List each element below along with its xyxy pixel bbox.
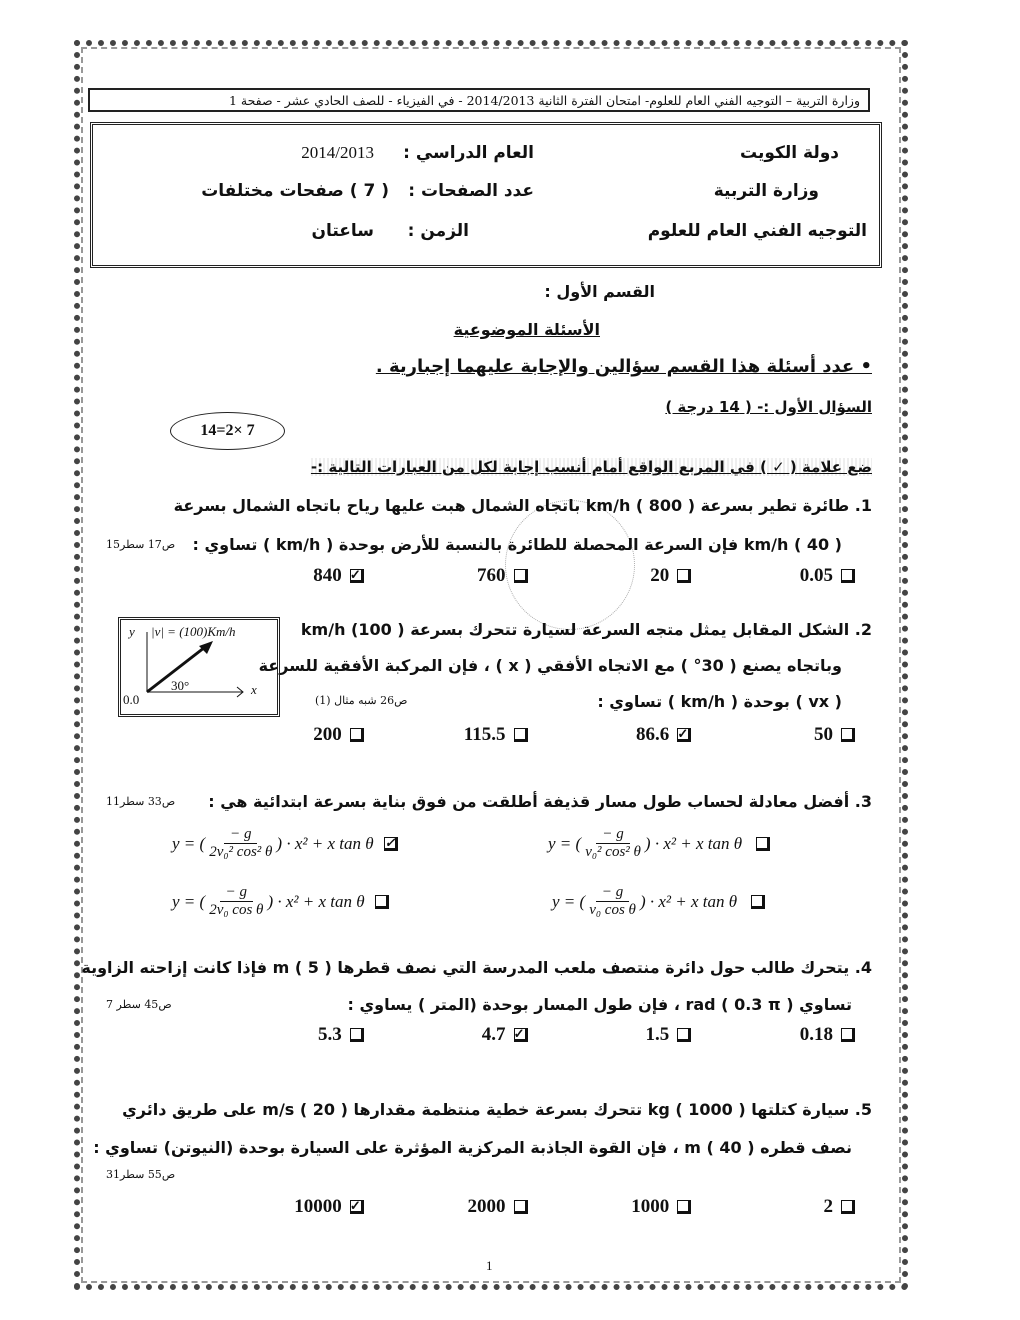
option[interactable]: 200	[200, 724, 364, 746]
q1-reference: ص17 سطر15	[106, 538, 176, 551]
option[interactable]: 0.05	[691, 565, 855, 587]
x-axis-label: x	[251, 682, 257, 697]
q4-line-2: تساوي rad ( 0.3 π ) ، فإن طول المسار بوحدة (المتر ) يساوي :	[347, 995, 852, 1014]
formula-option[interactable]: y = ( $\frac{- g}{\text{2v₀² cos² θ}}$ ) · x² + x tan θ ✓	[172, 826, 398, 861]
option[interactable]: ✓ 840	[200, 565, 364, 587]
option[interactable]: 5.3	[200, 1024, 364, 1046]
checkbox[interactable]	[375, 895, 389, 909]
formula-option[interactable]: y = ( $\frac{- g}{\text{v₀ cos θ}}$ ) · x² + x tan θ	[552, 884, 765, 919]
section-note: • عدد أسئلة هذا القسم سؤالين والإجابة عليهما إجبارية .	[375, 356, 872, 377]
q2-line-2: وباتجاه يصنع ( 30° ) مع الاتجاه الأفقي ( x ) ، فإن المركبة الأفقية للسرعة	[258, 656, 842, 675]
country: دولة الكويت	[739, 143, 839, 163]
checkbox[interactable]	[350, 728, 364, 742]
question-1-title: السؤال الأول :- ( 14 درجة )	[665, 398, 872, 416]
section-subtitle: الأسئلة الموضوعية	[453, 320, 600, 339]
header-strip: وزارة التربية – التوجيه الفني العام للعلوم- امتحان الفترة الثانية 2014/2013 - في الفيزياء - للصف الحادي عشر - صفحة 1	[88, 88, 870, 112]
checkbox-checked[interactable]: ✓	[384, 837, 398, 851]
velocity-vector-diagram	[118, 617, 280, 717]
marks-bubble: 14=2× 7	[170, 412, 285, 450]
pages-label: عدد الصفحات :	[408, 181, 534, 201]
q4-line-1: 4. يتحرك طالب حول دائرة منتصف ملعب المدرسة التي نصف قطرها m ( 5 ) فإذا كانت إزاحته الزاوية	[81, 958, 872, 977]
checkbox-checked[interactable]: ✓	[350, 1200, 364, 1214]
checkbox[interactable]	[677, 1028, 691, 1042]
option[interactable]: ✓ 86.6	[528, 724, 692, 746]
pages-value: ( 7 ) صفحات مختلفات	[201, 181, 389, 201]
checkbox-checked[interactable]: ✓	[350, 569, 364, 583]
q5-reference: ص55 سطر31	[106, 1168, 176, 1181]
checkbox-checked[interactable]: ✓	[677, 728, 691, 742]
q4-options	[200, 1024, 855, 1046]
checkbox[interactable]	[514, 728, 528, 742]
option[interactable]: 0.18	[691, 1024, 855, 1046]
option[interactable]: 1.5	[528, 1024, 692, 1046]
vector-magnitude-label: |v| = (100)Km/h	[151, 624, 236, 639]
section-title: القسم الأول :	[544, 282, 655, 301]
option[interactable]: 115.5	[364, 724, 528, 746]
exam-info-box	[90, 122, 882, 268]
q5-options	[200, 1196, 855, 1218]
option[interactable]: ✓ 4.7	[364, 1024, 528, 1046]
checkbox[interactable]	[841, 569, 855, 583]
q5-line-2: نصف قطره m ( 40 ) ، فإن القوة الجاذبة المركزية المؤثرة على السيارة بوحدة (النيوتن) تساوي :	[93, 1138, 852, 1157]
year-value: 2014/2013	[301, 143, 374, 162]
q2-options	[200, 724, 855, 746]
q4-reference: ص45 سطر 7	[106, 998, 172, 1011]
checkbox[interactable]	[751, 895, 765, 909]
origin-label: 0.0	[123, 692, 140, 707]
option[interactable]: 20	[528, 565, 692, 587]
ministry: وزارة التربية	[713, 181, 819, 201]
q1-line-1: 1. طائرة تطير بسرعة km/h ( 800 ) باتجاه الشمال هبت عليها رياح باتجاه الشمال بسرعة	[173, 496, 872, 515]
checkbox[interactable]	[756, 837, 770, 851]
q2-line-3: ( vx ) بوحدة ( km/h ) تساوي :	[597, 692, 842, 711]
checkbox[interactable]	[514, 569, 528, 583]
q3-reference: ص33 سطر11	[106, 795, 176, 808]
option[interactable]: ✓ 10000	[200, 1196, 364, 1218]
option[interactable]: 2	[691, 1196, 855, 1218]
checkbox[interactable]	[841, 1200, 855, 1214]
checkbox[interactable]	[514, 1200, 528, 1214]
department: التوجيه الفني العام للعلوم	[647, 221, 867, 241]
q1-line-2: km/h ( 40 ) فإن السرعة المحصلة للطائرة بالنسبة للأرض بوحدة ( km/h ) تساوي :	[192, 535, 842, 554]
q1-options	[200, 565, 855, 587]
formula-option[interactable]: y = ( $\frac{- g}{\text{2v₀ cos θ}}$ ) · x² + x tan θ	[172, 884, 389, 919]
checkbox[interactable]	[677, 1200, 691, 1214]
angle-label: 30°	[171, 678, 190, 693]
q5-line-1: 5. سيارة كتلتها kg ( 1000 ) تتحرك بسرعة خطية منتظمة مقدارها m/s ( 20 ) على طريق دائري	[122, 1100, 872, 1119]
option[interactable]: 2000	[364, 1196, 528, 1218]
option[interactable]: 760	[364, 565, 528, 587]
option[interactable]: 1000	[528, 1196, 692, 1218]
checkbox[interactable]	[350, 1028, 364, 1042]
page-number: 1	[486, 1258, 493, 1273]
option[interactable]: 50	[691, 724, 855, 746]
q3-line-1: 3. أفضل معادلة لحساب طول مسار قذيفة أطلقت من فوق بناية بسرعة ابتدائية هي :	[208, 792, 872, 811]
time-label: الزمن :	[407, 221, 469, 241]
time-value: ساعتان	[311, 221, 374, 241]
checkbox[interactable]	[841, 728, 855, 742]
q2-reference: ص26 شبه مثال (1)	[315, 694, 408, 707]
q2-line-1: 2. الشكل المقابل يمثل متجه السرعة لسيارة تتحرك بسرعة km/h (100 )	[300, 620, 872, 639]
checkbox-checked[interactable]: ✓	[514, 1028, 528, 1042]
formula-option[interactable]: y = ( $\frac{- g}{\text{v₀² cos² θ}}$ ) · x² + x tan θ	[548, 826, 770, 861]
checkbox[interactable]	[841, 1028, 855, 1042]
instruction: ضع علامة ( ✓ ) في المربع الواقع أمام أنسب إجابة لكل من العبارات التالية :-	[310, 458, 872, 476]
y-axis-label: y	[129, 624, 135, 639]
year-label: العام الدراسي :	[403, 143, 534, 163]
checkbox[interactable]	[677, 569, 691, 583]
